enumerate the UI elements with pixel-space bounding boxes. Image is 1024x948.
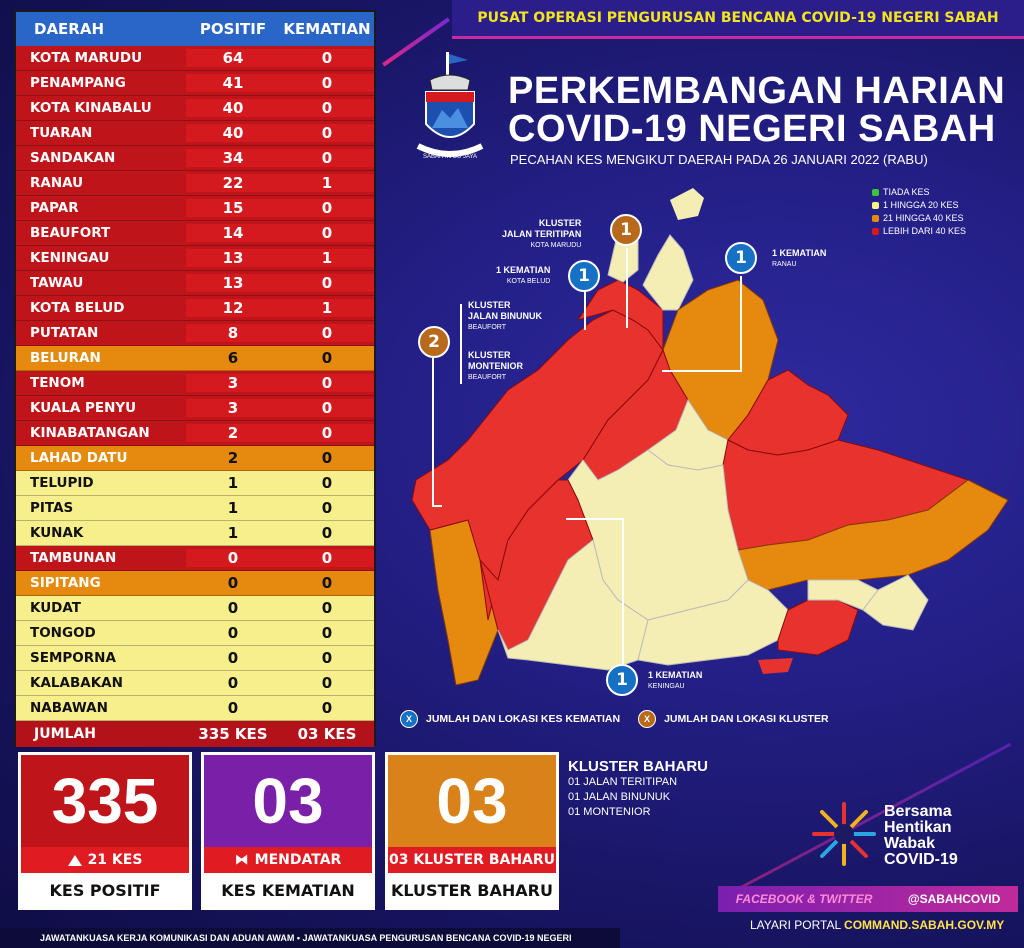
cluster-marker-jalan-teritipan: 1 [610, 214, 642, 246]
label-line: 1 KEMATIAN [496, 265, 551, 275]
table-row [16, 571, 374, 596]
map-symbol-legend [400, 710, 829, 728]
stat-value: 335 [51, 765, 159, 837]
stat-change [204, 847, 372, 873]
district-name: PITAS [30, 500, 74, 516]
death-count: 0 [280, 399, 374, 417]
connector-line [662, 370, 742, 372]
campaign-line: Hentikan [884, 819, 952, 836]
district-name: SANDAKAN [30, 150, 116, 166]
page-title [508, 72, 1005, 148]
table-row [16, 446, 374, 471]
district-name: BELURAN [30, 350, 101, 366]
death-count: 0 [280, 99, 374, 117]
campaign-line: COVID-19 [884, 851, 958, 868]
label-line: KLUSTER [538, 218, 582, 228]
positive-count: 14 [186, 224, 280, 242]
district-name: RANAU [30, 175, 84, 191]
island-banggi [670, 188, 704, 220]
death-count: 0 [321, 449, 333, 467]
campaign-line: Wabak [884, 835, 935, 852]
death-marker-kota-belud: 1 [568, 260, 600, 292]
table-row [16, 221, 374, 246]
death-legend-label: JUMLAH DAN LOKASI KES KEMATIAN [426, 713, 621, 725]
table-row [16, 296, 374, 321]
new-cluster-item: 01 JALAN TERITIPAN [568, 776, 678, 788]
connector-line [622, 518, 624, 666]
table-header [16, 12, 374, 46]
positive-count: 3 [186, 399, 280, 417]
title-line-1: PERKEMBANGAN HARIAN [508, 70, 1006, 112]
death-count: 0 [321, 349, 333, 367]
death-count: 0 [321, 624, 333, 642]
table-row [16, 271, 374, 296]
positive-count: 2 [227, 449, 239, 467]
legend-label: LEBIH DARI 40 KES [883, 226, 967, 236]
district-name: BEAUFORT [30, 225, 111, 241]
legend-label: 1 HINGGA 20 KES [883, 200, 959, 210]
district-semporna [863, 575, 928, 630]
district-name: TAWAU [30, 275, 84, 291]
death-count: 0 [280, 549, 374, 567]
label-district: KENINGAU [648, 683, 685, 690]
district-name: KUDAT [30, 600, 82, 616]
death-count: 0 [280, 124, 374, 142]
death-count: 0 [321, 649, 333, 667]
district-name: KALABAKAN [30, 675, 123, 691]
district-name: KUNAK [30, 525, 84, 541]
positive-count: 0 [227, 674, 239, 692]
table-row [16, 196, 374, 221]
death-symbol-icon: X [400, 710, 418, 728]
top-banner: PUSAT OPERASI PENGURUSAN BENCANA COVID-19 NEGERI SABAH [452, 0, 1024, 39]
positive-count: 40 [186, 99, 280, 117]
table-row [16, 471, 374, 496]
positive-count: 1 [227, 499, 239, 517]
table-row [16, 621, 374, 646]
table-row [16, 596, 374, 621]
table-row [16, 321, 374, 346]
table-row [16, 646, 374, 671]
total-kematian: 03 KES [297, 725, 357, 743]
district-name: KOTA KINABALU [30, 100, 152, 116]
table-row [16, 96, 374, 121]
death-count: 0 [321, 524, 333, 542]
stat-value: 03 [436, 765, 508, 837]
table-row [16, 696, 374, 721]
campaign-line: Bersama [884, 803, 952, 820]
footer-credit: JAWATANKUASA KERJA KOMUNIKASI DAN ADUAN AWAM • JAWATANKUASA PENGURUSAN BENCANA COVID-19 NEGERI [0, 928, 620, 948]
table-row [16, 346, 374, 371]
death-count: 0 [280, 374, 374, 392]
header-daerah: DAERAH [34, 20, 105, 38]
district-name: TELUPID [30, 475, 94, 491]
sabah-crest-icon [408, 50, 492, 168]
positive-count: 13 [186, 274, 280, 292]
new-cluster-item: 01 MONTENIOR [568, 806, 651, 818]
header-positif: POSITIF [199, 20, 267, 38]
stat-change-label: 03 KLUSTER BAHARU [388, 852, 556, 868]
label-line: JALAN BINUNUK [468, 311, 542, 321]
death-count: 0 [321, 574, 333, 592]
stat-new-clusters [385, 752, 559, 910]
death-count: 1 [280, 249, 374, 267]
positive-count: 1 [227, 474, 239, 492]
table-row [16, 546, 374, 571]
island-sebatik [758, 658, 793, 674]
table-row [16, 371, 374, 396]
connector-line [566, 518, 624, 520]
label-district: BEAUFORT [468, 374, 506, 381]
connector-line [432, 505, 442, 507]
positive-count: 12 [186, 299, 280, 317]
district-name: NABAWAN [30, 700, 108, 716]
district-pitas [643, 235, 693, 310]
total-positif: 335 KES [198, 725, 268, 743]
death-count: 0 [321, 499, 333, 517]
positive-count: 3 [186, 374, 280, 392]
death-marker-keningau: 1 [606, 664, 638, 696]
label-line: KLUSTER [468, 350, 511, 360]
connector-line [626, 248, 628, 328]
death-count: 0 [321, 699, 333, 717]
death-count: 0 [280, 149, 374, 167]
campaign-text [884, 804, 958, 868]
stat-label: KES POSITIF [21, 873, 189, 907]
district-name: LAHAD DATU [30, 450, 128, 466]
positive-count: 1 [227, 524, 239, 542]
cluster-label-jalan-teritipan [502, 218, 581, 251]
death-count: 0 [321, 474, 333, 492]
positive-count: 22 [186, 174, 280, 192]
campaign-logo [808, 798, 984, 872]
social-handle[interactable]: @SABAHCOVID [907, 892, 1001, 906]
death-label-keningau [648, 670, 702, 692]
district-name: KUALA PENYU [30, 400, 137, 416]
cluster-symbol-icon: X [638, 710, 656, 728]
portal-link[interactable]: COMMAND.SABAH.GOV.MY [844, 918, 1005, 932]
district-name: PUTATAN [30, 325, 99, 341]
district-name: KINABATANGAN [30, 425, 150, 441]
virus-burst-icon [808, 798, 880, 870]
district-name: KOTA MARUDU [30, 50, 143, 66]
new-clusters-heading: KLUSTER BAHARU [568, 758, 708, 775]
connector-line [460, 304, 462, 384]
death-marker-ranau: 1 [725, 242, 757, 274]
positive-count: 64 [186, 49, 280, 67]
page-subtitle: PECAHAN KES MENGIKUT DAERAH PADA 26 JANUARI 2022 (RABU) [510, 152, 928, 167]
portal-prefix: LAYARI PORTAL [750, 918, 841, 932]
sabah-map [408, 180, 1012, 690]
death-label-ranau [772, 248, 826, 270]
stat-label: KES KEMATIAN [204, 873, 372, 907]
positive-count: 0 [186, 549, 280, 567]
district-name: TAMBUNAN [30, 550, 117, 566]
stat-change-label: 21 KES [87, 852, 143, 868]
table-row [16, 71, 374, 96]
death-count: 0 [321, 599, 333, 617]
label-district: BEAUFORT [468, 324, 506, 331]
cluster-label-montenior [468, 350, 523, 383]
cluster-legend-label: JUMLAH DAN LOKASI KLUSTER [664, 713, 829, 725]
label-line: KLUSTER [468, 300, 511, 310]
stat-change [388, 847, 556, 873]
district-tawau [778, 600, 858, 655]
legend-label: 21 HINGGA 40 KES [883, 213, 964, 223]
positive-count: 0 [227, 699, 239, 717]
positive-count: 40 [186, 124, 280, 142]
district-name: KOTA BELUD [30, 300, 125, 316]
label-district: RANAU [772, 261, 797, 268]
positive-count: 41 [186, 74, 280, 92]
title-line-2: COVID-19 NEGERI SABAH [508, 108, 996, 150]
death-count: 0 [280, 199, 374, 217]
death-count: 1 [280, 174, 374, 192]
new-clusters-list [568, 758, 708, 820]
header-kematian: KEMATIAN [283, 20, 371, 38]
positive-count: 0 [227, 599, 239, 617]
flat-bowtie-icon: ⧓ [234, 852, 249, 868]
label-line: 1 KEMATIAN [648, 670, 703, 680]
table-row [16, 46, 374, 71]
label-district: KOTA BELUD [506, 278, 551, 285]
crest-motto: SABAH MAJU JAYA [422, 154, 478, 160]
connector-line [584, 290, 586, 330]
death-count: 0 [280, 49, 374, 67]
connector-line [740, 276, 742, 372]
social-bar [718, 886, 1018, 912]
stat-change-label: MENDATAR [254, 852, 342, 868]
table-row [16, 146, 374, 171]
district-name: PENAMPANG [30, 75, 126, 91]
cluster-marker-beaufort: 2 [418, 326, 450, 358]
district-name: KENINGAU [30, 250, 110, 266]
table-total-row [16, 721, 374, 747]
connector-line [432, 356, 434, 506]
table-body [16, 46, 374, 721]
positive-count: 2 [186, 424, 280, 442]
district-name: SIPITANG [30, 575, 101, 591]
stat-label: KLUSTER BAHARU [388, 873, 556, 907]
stat-deaths [201, 752, 375, 910]
table-row [16, 671, 374, 696]
district-table [14, 10, 376, 746]
positive-count: 34 [186, 149, 280, 167]
social-platforms: FACEBOOK & TWITTER [735, 892, 873, 906]
death-count: 0 [280, 224, 374, 242]
table-row [16, 246, 374, 271]
district-name: TENOM [30, 375, 85, 391]
positive-count: 0 [227, 624, 239, 642]
death-label-kota-belud [496, 265, 550, 287]
positive-count: 15 [186, 199, 280, 217]
table-row [16, 421, 374, 446]
portal-line [750, 918, 1004, 932]
table-row [16, 121, 374, 146]
cluster-label-jalan-binunuk [468, 300, 542, 333]
district-name: TUARAN [30, 125, 93, 141]
table-row [16, 521, 374, 546]
label-line: JALAN TERITIPAN [502, 229, 582, 239]
legend-label: TIADA KES [883, 187, 930, 197]
positive-count: 8 [186, 324, 280, 342]
up-arrow-icon [68, 855, 82, 866]
table-row [16, 171, 374, 196]
death-count: 0 [280, 274, 374, 292]
death-count: 0 [280, 324, 374, 342]
label-district: KOTA MARUDU [530, 242, 582, 249]
positive-count: 13 [186, 249, 280, 267]
label-line: MONTENIOR [468, 361, 523, 371]
positive-count: 6 [227, 349, 239, 367]
district-name: PAPAR [30, 200, 79, 216]
district-name: SEMPORNA [30, 650, 116, 666]
table-row [16, 496, 374, 521]
stat-change [21, 847, 189, 873]
death-count: 0 [280, 74, 374, 92]
total-label: JUMLAH [34, 726, 96, 742]
district-name: TONGOD [30, 625, 96, 641]
stat-positive-cases [18, 752, 192, 910]
death-count: 1 [280, 299, 374, 317]
positive-count: 0 [227, 649, 239, 667]
label-line: 1 KEMATIAN [772, 248, 827, 258]
table-row [16, 396, 374, 421]
positive-count: 0 [227, 574, 239, 592]
stat-value: 03 [252, 765, 324, 837]
new-cluster-item: 01 JALAN BINUNUK [568, 791, 671, 803]
death-count: 0 [321, 674, 333, 692]
death-count: 0 [280, 424, 374, 442]
